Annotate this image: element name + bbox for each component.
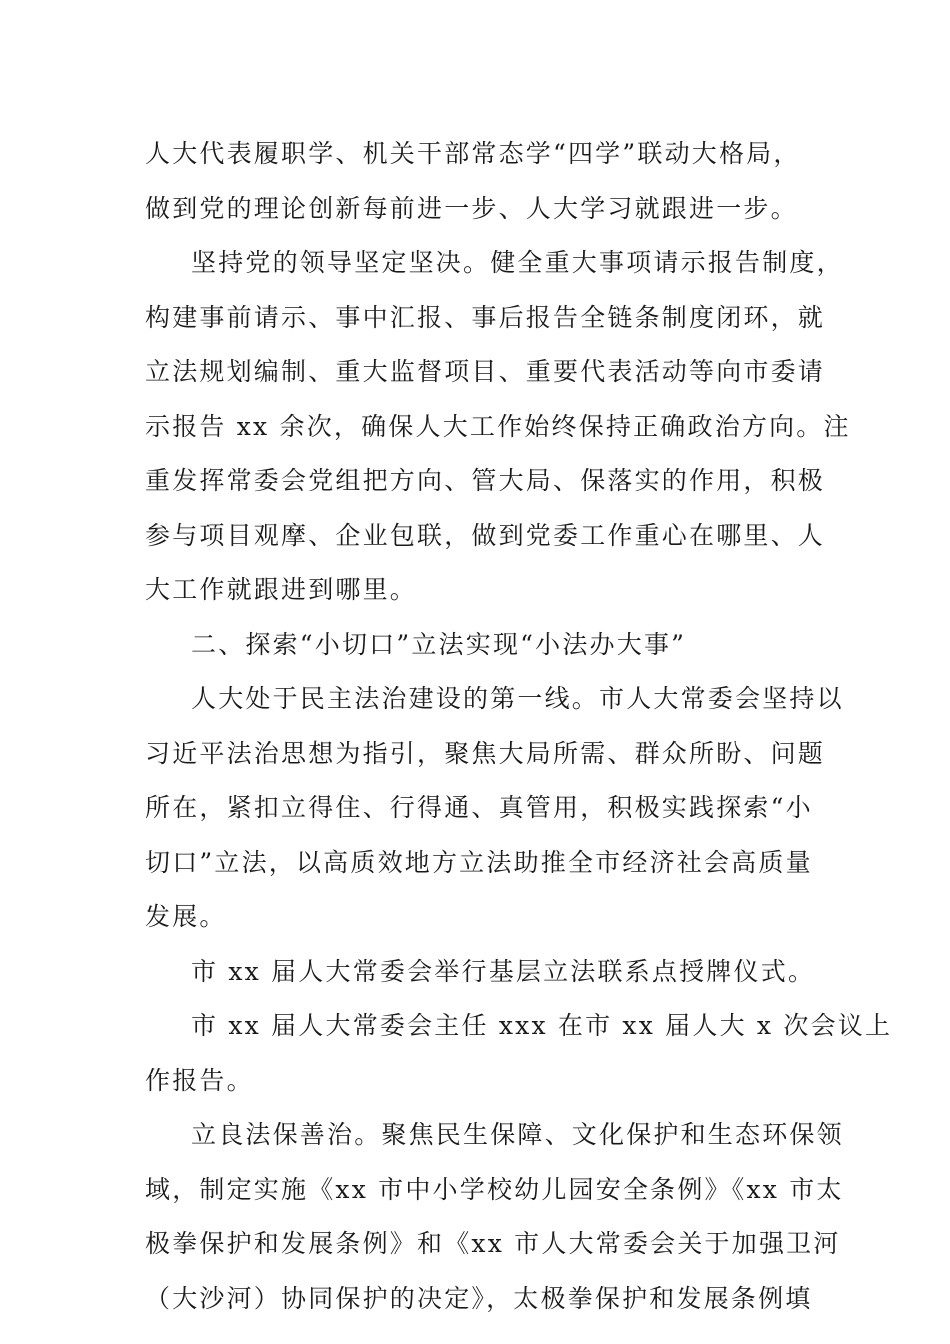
text-line: 参与项目观摩、企业包联，做到党委工作重心在哪里、人 — [145, 520, 826, 550]
text-line: 发展。 — [145, 902, 227, 931]
caption-line: 市 xx 届人大常委会主任 xxx 在市 xx 届人大 x 次会议上 — [191, 1011, 893, 1040]
text-line: 构建事前请示、事中汇报、事后报告全链条制度闭环，就 — [145, 302, 826, 332]
caption-line: 作报告。 — [145, 1065, 254, 1095]
text-line: 人大代表履职学、机关干部常态学“四学”联动大格局， — [145, 139, 801, 168]
text-line: 习近平法治思想为指引，聚焦大局所需、群众所盼、问题 — [145, 738, 826, 768]
paragraph-start-line: 人大处于民主法治建设的第一线。市人大常委会坚持以 — [191, 684, 844, 713]
paragraph-start-line: 坚持党的领导坚定坚决。健全重大事项请示报告制度， — [191, 248, 844, 277]
text-line: 极拳保护和发展条例》和《xx 市人大常委会关于加强卫河 — [145, 1229, 841, 1258]
text-line: 做到党的理论创新每前进一步、人大学习就跟进一步。 — [145, 193, 798, 223]
text-line: 重发挥常委会党组把方向、管大局、保落实的作用，积极 — [145, 466, 826, 495]
text-line: （大沙河）协同保护的决定》，太极拳保护和发展条例填 — [145, 1283, 813, 1313]
paragraph-start-line: 立良法保善治。聚焦民生保障、文化保护和生态环保领 — [191, 1120, 844, 1149]
section-heading: 二、探索“小切口”立法实现“小法办大事” — [191, 629, 687, 659]
caption-line: 市 xx 届人大常委会举行基层立法联系点授牌仪式。 — [191, 956, 816, 986]
text-line: 大工作就跟进到哪里。 — [145, 575, 418, 604]
document-body — [145, 127, 893, 1326]
text-line: 切口”立法，以高质效地方立法助推全市经济社会高质量 — [145, 847, 813, 877]
text-line: 所在，紧扣立得住、行得通、真管用，积极实践探索“小 — [145, 793, 813, 822]
text-line: 立法规划编制、重大监督项目、重要代表活动等向市委请 — [145, 357, 826, 386]
text-line: 示报告 xx 余次，确保人大工作始终保持正确政治方向。注 — [145, 411, 851, 441]
text-line: 域，制定实施《xx 市中小学校幼儿园安全条例》《xx 市太 — [145, 1174, 844, 1204]
